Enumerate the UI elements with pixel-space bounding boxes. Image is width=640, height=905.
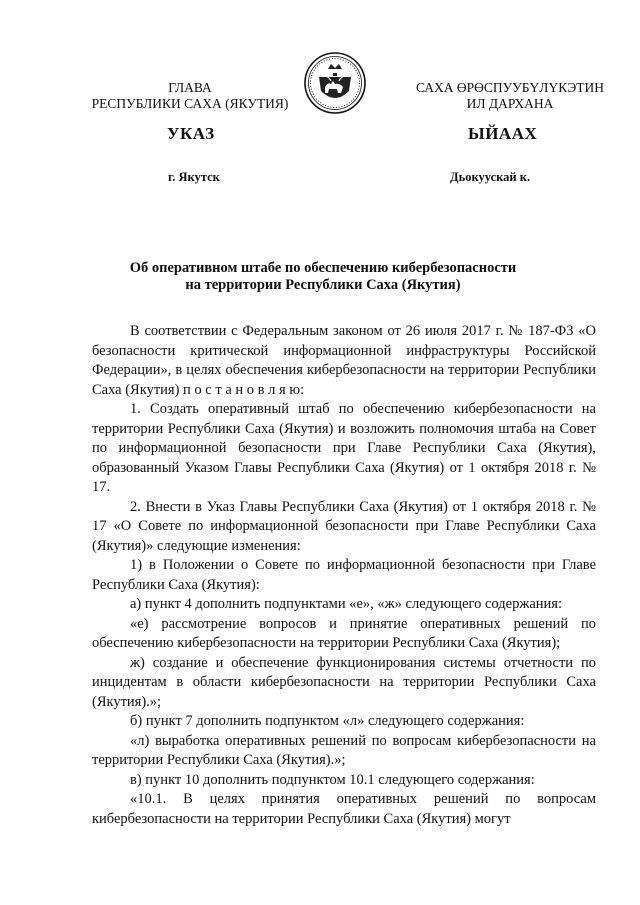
decree-body [92,322,596,829]
paragraph-preamble: В соответствии с Федеральным законом от 26 июля 2017 г. № 187-ФЗ «О безопасности критической информационной инфраструктуры Российской Федерации», в целях обеспечения кибербезопасности на территории Республики Саха (Якутия) п о с т а н о в л я ю: [92,323,596,398]
paragraph-item-10-1: «10.1. В целях принятия оперативных решений по вопросам кибербезопасности на территории Республики Саха (Якутия) могут [92,791,596,827]
issuer-republic-sakha: САХА ӨРӨСПУУБҮЛҮКЭТИН [415,80,605,95]
city-sakha: Дьокуускай к. [450,170,531,184]
city-russian: г. Якутск [168,170,220,184]
paragraph-subitem-b: б) пункт 7 дополнить подпунктом «л» следующего содержания: [130,713,525,729]
paragraph-subitem-zh: ж) создание и обеспечение функционирования системы отчетности по инцидентам в области кибербезопасности на территории Республики Саха (Якутия).»; [92,654,596,710]
decree-title [90,260,556,294]
paragraph-subitem-v: в) пункт 10 дополнить подпунктом 10.1 следующего содержания: [130,771,535,788]
paragraph-item-2: 2. Внести в Указ Главы Республики Саха (Якутия) от 1 октября 2018 г. № 17 «О Совете по информационной безопасности при Главе Республики Саха (Якутия)» следующие изменения: [92,498,596,554]
issuer-block-sakha [390,80,630,112]
paragraph-subitem-a: а) пункт 4 дополнить подпунктами «е», «ж» следующего содержания: [130,596,562,612]
issuer-title-russian: ГЛАВА [168,80,212,95]
issuer-republic-russian: РЕСПУБЛИКИ САХА (ЯКУТИЯ) [91,96,289,111]
decree-title-line1: Об оперативном штабе по обеспечению кибербезопасности [129,260,517,276]
decree-title-line2: на территории Республики Саха (Якутия) [185,277,461,293]
paragraph-subitem-e: «е) рассмотрение вопросов и принятие оперативных решений по обеспечению кибербезопасности на территории Республики Саха (Якутия); [92,615,596,651]
coat-of-arms-emblem [303,51,367,115]
issuer-title-sakha: ИЛ ДАРХАНА [466,96,554,111]
issuer-block-russian [80,80,300,112]
paragraph-subitem-1: 1) в Положении о Совете по информационной безопасности при Главе Республики Саха (Якутия): [92,557,596,593]
decree-label-russian: УКАЗ [167,124,215,143]
paragraph-subitem-l: «л) выработка оперативных решений по вопросам кибербезопасности на территории Республики Саха (Якутия).»; [92,732,596,768]
paragraph-item-1: 1. Создать оперативный штаб по обеспечению кибербезопасности на территории Республики Саха (Якутия) и возложить полномочия штаба на Совет по информационной безопасности при Главе Республики Саха (Якутия), образованный Указом Главы Республики Саха (Якутия) от 1 октября 2018 г. № 17. [92,401,596,495]
decree-label-sakha: ЫЙААХ [468,124,538,143]
